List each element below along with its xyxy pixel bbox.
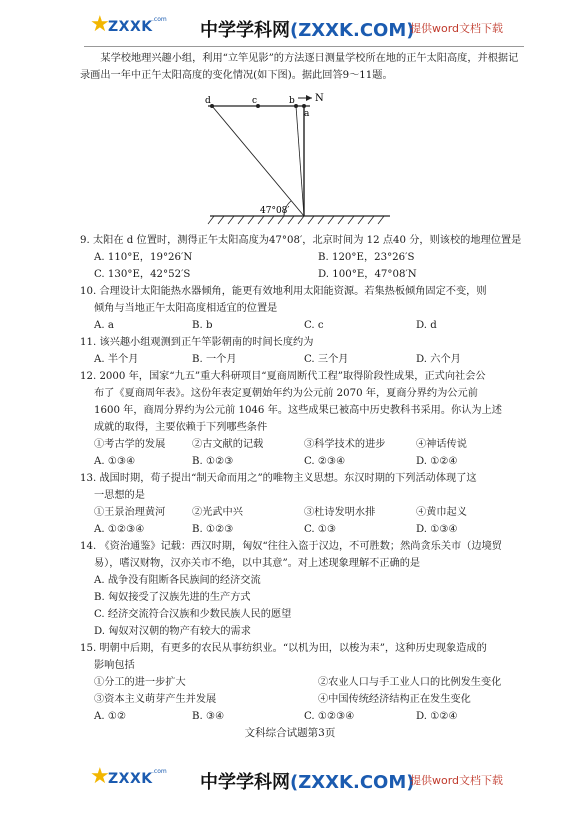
q14-option-c: C. 经济交流符合汉族和少数民族人民的愿望: [94, 609, 292, 620]
angle-label: 47°08′: [260, 206, 290, 216]
q13-stem-2: 一思想的是: [94, 490, 145, 501]
q12-item-4: ④神话传说: [416, 439, 467, 450]
q14-option-d: D. 匈奴对汉朝的物产有较大的需求: [94, 626, 251, 637]
q12-option-a: A. ①③④: [94, 456, 136, 467]
star-icon: ★: [90, 764, 110, 789]
site-name-cn: 中学学科网: [200, 20, 290, 41]
q14-stem-2: 易），嗜汉财物，汉亦关市不绝，以中其意”。对上述现象理解不正确的是: [94, 558, 421, 569]
q14-option-a: A. 战争没有阻断各民族间的经济交流: [94, 575, 261, 586]
label-c: c: [252, 96, 258, 106]
star-icon: ★: [90, 12, 110, 37]
label-d: d: [205, 96, 211, 106]
q10-stem-2: 倾角与当地正午太阳高度相适宜的位置是: [94, 303, 278, 314]
q13-options: [80, 521, 528, 538]
q9-option-b: B. 120°E，23°26′S: [318, 252, 415, 263]
zxxk-logo-bottom: [90, 766, 178, 794]
q12-option-c: C. ②③④: [304, 456, 346, 467]
site-name-bottom: [200, 768, 414, 794]
q12-options: [80, 453, 528, 470]
q13-items: [80, 504, 528, 521]
q12-option-b: B. ①②③: [192, 456, 234, 467]
q15-option-a: A. ①②: [94, 711, 127, 722]
q9-option-d: D. 100°E，47°08′N: [318, 269, 417, 280]
q11-options: [80, 351, 528, 368]
label-b: b: [289, 96, 295, 106]
site-domain: (ZXXK.COM): [290, 20, 415, 41]
download-link[interactable]: 提供word文档下载: [410, 22, 504, 35]
q9-stem: 9. 太阳在 d 位置时，测得正午太阳高度为47°08′，北京时间为 12 点40 分，则该校的地理位置是: [80, 235, 522, 246]
q12-stem-3: 1600 年，商周分界约为公元前 1046 年。这些成果已被高中历史教科书采用。你认为上述: [94, 405, 502, 416]
q12-item-3: ③科学技术的进步: [304, 439, 386, 450]
q14-stem-1: 14. 《资治通鉴》记载：西汉时期，匈奴“往往入盗于汉边，不可胜数；然尚贪乐关市（边境贸: [80, 541, 502, 552]
q10-option-d: D. d: [416, 320, 437, 331]
q13-item-3: ③杜诗发明水排: [304, 507, 376, 518]
q13-stem-1: 13. 战国时期，荀子提出“制天命而用之”的唯物主义思想。东汉时期的下列活动体现了这: [80, 473, 477, 484]
q9-option-c: C. 130°E，42°52′S: [94, 269, 191, 280]
q12-option-d: D. ①②④: [416, 456, 458, 467]
logo-text-bottom: ZXXK: [108, 771, 153, 787]
q13-option-b: B. ①②③: [192, 524, 234, 535]
q9-option-a: A. 110°E，19°26′N: [94, 252, 193, 263]
exam-content: [80, 50, 528, 725]
q15-item-2: ②农业人口与手工业人口的比例发生变化: [318, 677, 502, 688]
q15-option-d: D. ①②④: [416, 711, 458, 722]
q13-item-4: ④黄巾起义: [416, 507, 467, 518]
q10-option-a: A. a: [94, 320, 114, 331]
q12-item-1: ①考古学的发展: [94, 439, 166, 450]
q13-option-d: D. ①③④: [416, 524, 458, 535]
q11-stem: 11. 该兴趣小组观测到正午竿影朝南的时间长度约为: [80, 337, 314, 348]
north-label: N: [315, 93, 324, 104]
q12-item-2: ②古文献的记载: [192, 439, 264, 450]
q15-stem-2: 影响包括: [94, 660, 135, 671]
q14-option-b: B. 匈奴接受了汉族先进的生产方式: [94, 592, 251, 603]
q12-stem-4: 成就的取得，主要依赖于下列哪些条件: [94, 422, 268, 433]
q11-option-b: B. 一个月: [192, 354, 237, 365]
q15-options: [80, 708, 528, 725]
north-arrow-head: [306, 95, 312, 101]
download-link-bottom[interactable]: 提供word文档下载: [410, 774, 504, 787]
q13-option-c: C. ①③: [304, 524, 337, 535]
q15-items: [80, 674, 528, 708]
q10-stem-1: 10. 合理设计太阳能热水器倾角，能更有效地利用太阳能资源。若集热板倾角固定不变，则: [80, 286, 487, 297]
q15-stem-1: 15. 明朝中后期，有更多的农民从事纺织业。“以机为田，以梭为耒”，这种历史现象造成的: [80, 643, 487, 654]
zxxk-logo: [90, 14, 178, 42]
sun-shadow-diagram: [80, 88, 528, 230]
q13-item-2: ②光武中兴: [192, 507, 243, 518]
q13-item-1: ①王景治理黄河: [94, 507, 166, 518]
q15-option-c: C. ①②③④: [304, 711, 355, 722]
site-name: [200, 16, 414, 42]
q11-option-a: A. 半个月: [94, 354, 139, 365]
page-footer: 文科综合试题第3页: [244, 727, 336, 739]
logo-text: ZXXK: [108, 19, 153, 35]
q15-item-1: ①分工的进一步扩大: [94, 677, 186, 688]
sun-ray-d: [212, 106, 304, 216]
q12-stem-2: 布了《夏商周年表》。这份年表定夏朝始年约为公元前 2070 年，夏商分界约为公元前: [94, 388, 478, 399]
site-domain-bottom: (ZXXK.COM): [290, 772, 415, 793]
q10-options: [80, 317, 528, 334]
q10-option-c: C. c: [304, 320, 324, 331]
q9-options: [80, 249, 528, 283]
label-a: a: [304, 109, 310, 119]
q11-option-d: D. 六个月: [416, 354, 461, 365]
header-divider: [84, 46, 524, 47]
q12-stem-1: 12. 2000 年，国家“九五”重大科研项目“夏商周断代工程”取得阶段性成果，正式向社会公: [80, 371, 486, 382]
q10-option-b: B. b: [192, 320, 213, 331]
site-name-cn-bottom: 中学学科网: [200, 772, 290, 793]
logo-sub-bottom: .com: [152, 768, 167, 775]
q11-option-c: C. 三个月: [304, 354, 349, 365]
intro-paragraph: 某学校地理兴趣小组，利用“立竿见影”的方法逐日测量学校所在地的正午太阳高度，并根据记录画出一年中正午太阳高度的变化情况(如下图)。据此回答9～11题。: [80, 53, 519, 81]
sun-ray-b: [296, 106, 304, 216]
q15-option-b: B. ③④: [192, 711, 225, 722]
q13-option-a: A. ①②③④: [94, 524, 145, 535]
logo-sub: .com: [152, 16, 167, 23]
bottom-banner: [0, 762, 580, 798]
shadow-figure: [200, 88, 400, 230]
top-banner: [0, 10, 580, 46]
ground-hatching: [208, 216, 384, 224]
q12-items: [80, 436, 528, 453]
q15-item-3: ③资本主义萌芽产生并发展: [94, 694, 217, 705]
q15-item-4: ④中国传统经济结构正在发生变化: [318, 694, 471, 705]
